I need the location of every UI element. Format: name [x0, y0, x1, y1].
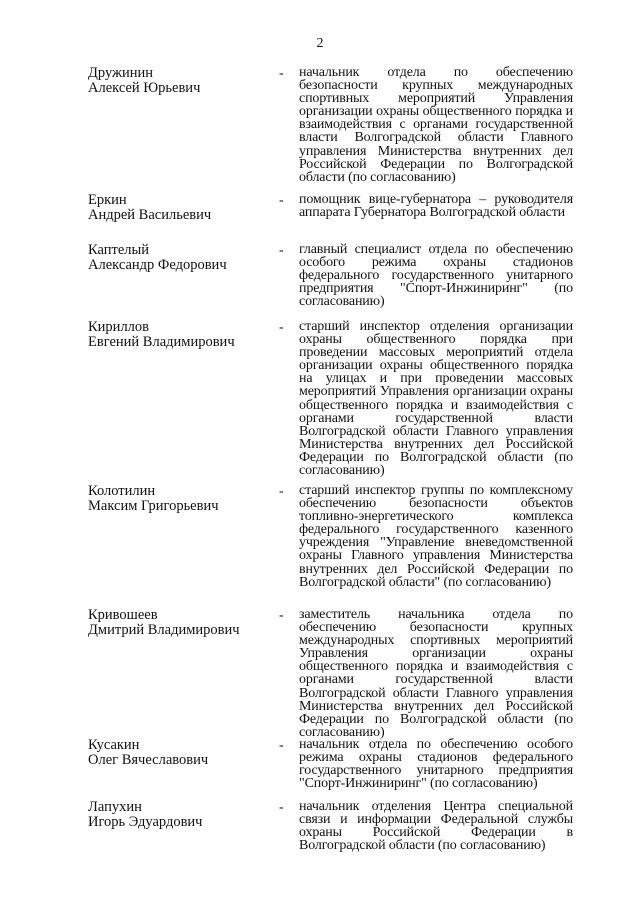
- separator-dash: -: [279, 484, 284, 499]
- separator-dash: -: [279, 608, 284, 623]
- separator-dash: -: [279, 66, 284, 81]
- member-name: [88, 484, 273, 514]
- member-name: [88, 66, 273, 96]
- separator-dash: -: [279, 320, 284, 335]
- member-role: начальник отдела по обеспечению особого режима охраны стадионов федерального государственного унитарного предприятия "Спорт-Инжиниринг" (по согласованию): [299, 737, 573, 792]
- member-name: [88, 608, 273, 638]
- member-surname: Колотилин: [88, 483, 156, 499]
- member-given-names: Алексей Юрьевич: [88, 80, 201, 96]
- member-role: начальник отдела по обеспечению безопасности крупных международных спортивных мероприятий Управления организации охраны общественного порядка и взаимодействия с органами государственной власти Волгоградской области Главного управления Министерства внутренних дел Российской Федерации по Волгоградской области (по согласованию): [299, 65, 573, 185]
- member-surname: Еркин: [88, 192, 127, 208]
- member-name: [88, 193, 273, 223]
- member-role: помощник вице-губернатора – руководителя аппарата Губернатора Волгоградской области: [299, 192, 573, 221]
- page-number: 2: [316, 36, 324, 51]
- separator-dash: -: [279, 243, 284, 258]
- member-name: [88, 243, 273, 273]
- member-role: старший инспектор группы по комплексному обеспечению безопасности объектов топливно-энергетического комплекса федерального государственного казенного учреждения "Управление вневедомственной охраны Главного управления Министерства внутренних дел Российской Федерации по Волгоградской области" (по согласованию): [299, 483, 573, 590]
- member-name: [88, 320, 273, 350]
- member-given-names: Олег Вячеславович: [88, 752, 209, 768]
- separator-dash: -: [279, 193, 284, 208]
- member-surname: Каптелый: [88, 242, 149, 258]
- member-given-names: Игорь Эдуардович: [88, 814, 203, 830]
- member-name: [88, 738, 273, 768]
- member-surname: Лапухин: [88, 799, 142, 815]
- member-role: главный специалист отдела по обеспечению особого режима охраны стадионов федерального государственного унитарного предприятия "Спорт-Инжиниринг" (по согласованию): [299, 242, 573, 310]
- member-role: старший инспектор отделения организации охраны общественного порядка при проведении массовых мероприятий отдела организации охраны общественного порядка на улицах и при проведении массовых мероприятий Управления организации охраны общественного порядка и взаимодействия с органами государственной власти Волгоградской области Главного управления Министерства внутренних дел Российской Федерации по Волгоградской области (по согласованию): [299, 319, 573, 479]
- member-role: начальник отделения Центра специальной связи и информации Федеральной службы охраны Российской Федерации в Волгоградской области (по согласованию): [299, 799, 573, 854]
- member-name: [88, 800, 273, 830]
- member-given-names: Александр Федорович: [88, 257, 227, 273]
- member-given-names: Дмитрий Владимирович: [88, 622, 240, 638]
- separator-dash: -: [279, 738, 284, 753]
- member-role: заместитель начальника отдела по обеспечению безопасности крупных международных спортивных мероприятий Управления организации охраны общественного порядка и взаимодействия с органами государственной власти Волгоградской области Главного управления Министерства внутренних дел Российской Федерации по Волгоградской области (по согласованию): [299, 607, 573, 740]
- member-surname: Кусакин: [88, 737, 140, 753]
- member-given-names: Андрей Васильевич: [88, 207, 212, 223]
- member-given-names: Максим Григорьевич: [88, 498, 219, 514]
- member-surname: Кириллов: [88, 319, 150, 335]
- member-surname: Дружинин: [88, 65, 154, 81]
- separator-dash: -: [279, 800, 284, 815]
- member-surname: Кривошеев: [88, 607, 158, 623]
- member-given-names: Евгений Владимирович: [88, 334, 235, 350]
